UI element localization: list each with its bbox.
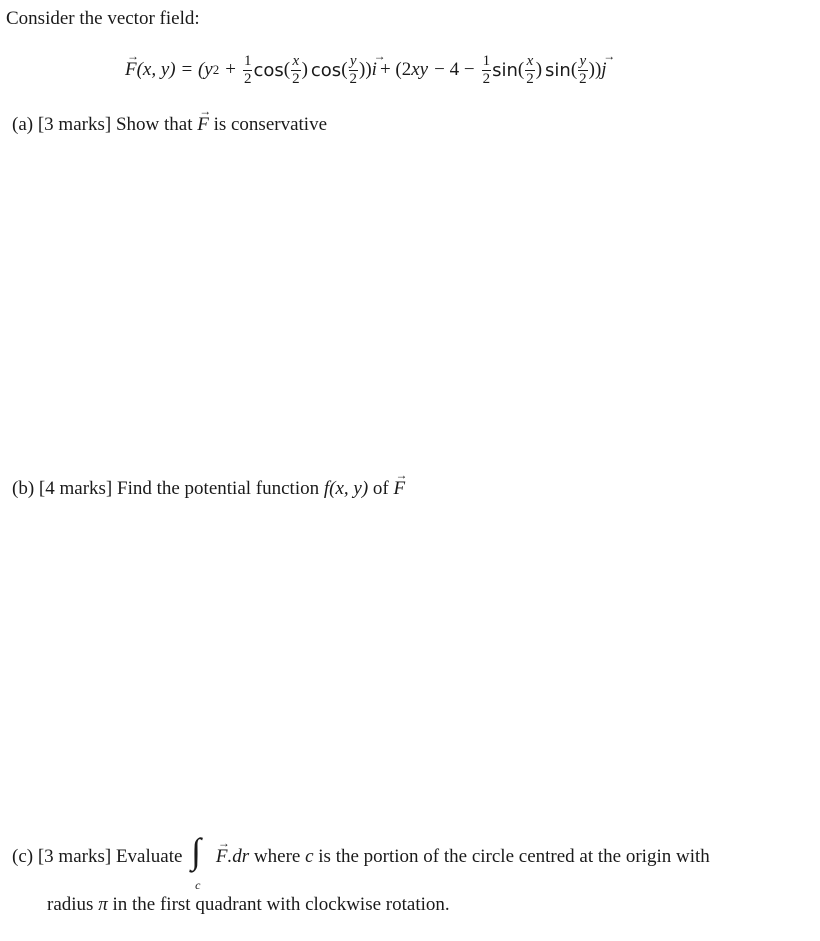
part-c-where: where	[253, 846, 301, 867]
part-b-args: (x, y)	[329, 478, 369, 499]
formula-minus: − 4 −	[434, 59, 475, 80]
fraction-x-over-2: $\frac{x}{2}$	[292, 52, 300, 87]
part-a-text: Show that	[115, 114, 193, 135]
formula-exponent: 2	[212, 62, 220, 77]
part-c-curve-c: c	[305, 846, 314, 867]
part-a-vector-F: F →	[197, 104, 212, 135]
part-b-of: of	[372, 478, 389, 499]
line-integral-sign: ∫ c	[191, 830, 202, 892]
part-b-vector-F: F →	[393, 468, 408, 499]
cos-fn: cos	[253, 59, 284, 81]
part-a-question	[12, 104, 328, 136]
formula-plus: +	[225, 59, 236, 80]
formula-args: (x, y) = (	[136, 59, 205, 80]
sin-fn-2: sin	[545, 59, 571, 81]
part-c-marks: [3 marks]	[37, 846, 112, 867]
intro-text: Consider the vector field:	[6, 8, 200, 29]
vector-field-formula: F → (x, y) = ( y 2 + $\frac{1}{2}$ cos ( $\frac{x}{2}$ ) cos ( $\frac{y}{2}$ )) i → + (2 xy − 4 − $\frac{1}{2}$ sin ( $\frac{x}{2}$ ) sin ( $\frac{y}{2}$ )) j →	[125, 49, 616, 87]
part-c-vector-F: F →	[215, 836, 230, 867]
part-b-text: Find the potential function	[117, 478, 320, 499]
unit-vector-i: i →	[371, 49, 386, 80]
part-b-question	[12, 468, 408, 500]
part-c-evaluate: Evaluate	[115, 846, 183, 867]
sin-fn: sin	[492, 59, 518, 81]
part-c-radius: radius	[47, 894, 94, 915]
part-c-question	[12, 830, 710, 892]
part-b-f: f	[323, 478, 330, 499]
unit-vector-j: j →	[601, 49, 616, 80]
formula-y: y	[204, 59, 213, 80]
part-c-question-line-2	[47, 894, 450, 916]
fraction-x-over-2-b: $\frac{x}{2}$	[526, 52, 534, 87]
part-a-marks: [3 marks]	[37, 114, 112, 135]
part-c-quadrant: in the first quadrant with clockwise rotation.	[112, 894, 450, 915]
cos-fn-2: cos	[310, 59, 342, 81]
formula-plus-2: + (2	[379, 59, 412, 80]
part-a-label: (a)	[12, 114, 34, 135]
vector-F: F →	[125, 49, 139, 80]
part-b-label: (b)	[12, 478, 35, 499]
part-c-text: is the portion of the circle centred at the origin with	[318, 846, 710, 867]
part-a-text-2: is conservative	[213, 114, 328, 135]
part-b-marks: [4 marks]	[38, 478, 113, 499]
fraction-one-half-2: $\frac{1}{2}$	[482, 52, 491, 87]
part-c-pi: π	[98, 894, 108, 915]
fraction-one-half: $\frac{1}{2}$	[243, 52, 252, 87]
part-c-label: (c)	[12, 846, 34, 867]
part-c-dr: .dr	[227, 846, 250, 867]
fraction-y-over-2: $\frac{y}{2}$	[349, 52, 358, 87]
fraction-y-over-2-b: $\frac{y}{2}$	[579, 52, 587, 87]
